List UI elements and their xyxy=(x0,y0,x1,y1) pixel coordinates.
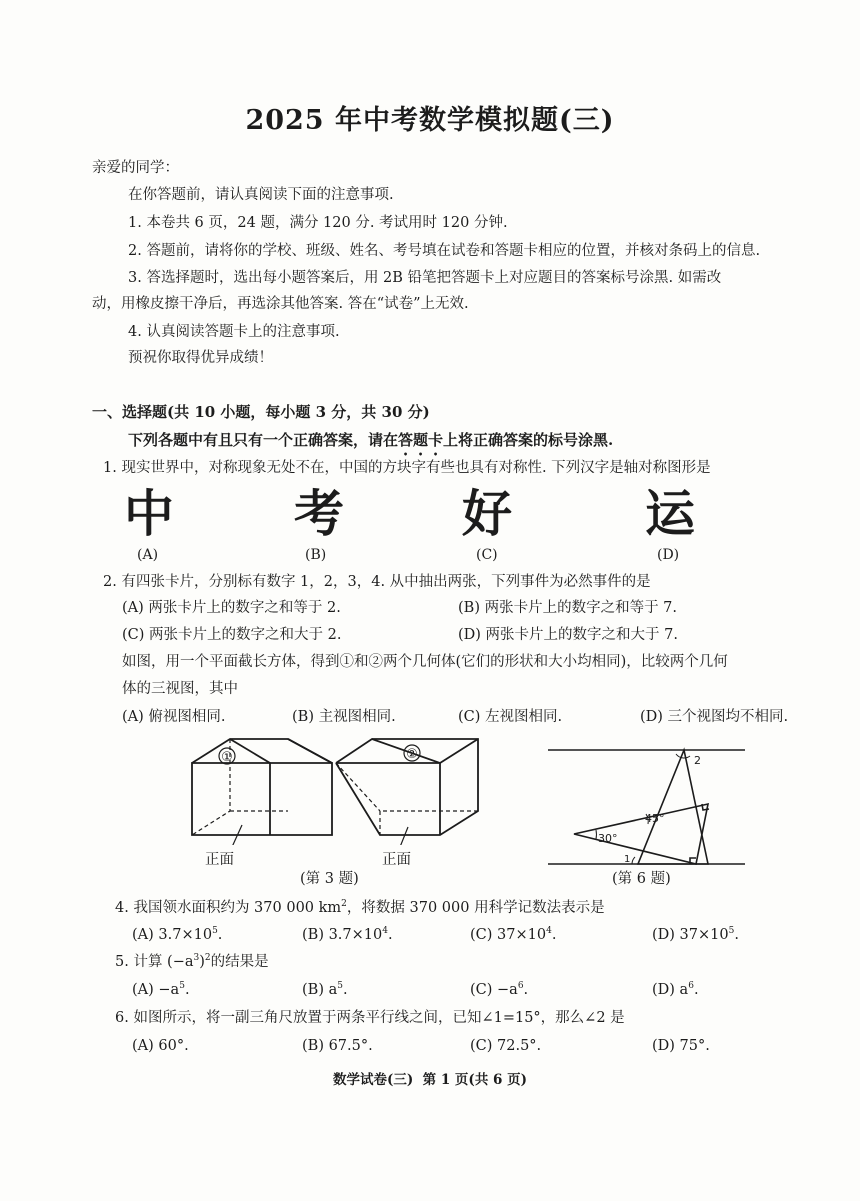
q6-option-d: (D) 75°. xyxy=(652,1038,710,1054)
q4-a-sup: 5 xyxy=(212,926,218,936)
q4-b-text: (B) 3.7×10 xyxy=(302,927,383,943)
instruction-post: 上将正确答案的标号涂黑. xyxy=(443,431,614,449)
angle-1-arc xyxy=(632,857,635,864)
q3-solid-figure-1 xyxy=(180,735,340,845)
q5-c-sup: 6 xyxy=(517,981,524,991)
notice-item: 动，用橡皮擦干净后，再选涂其他答案. 答在“试卷”上无效. xyxy=(92,296,469,312)
q4-b-end: . xyxy=(387,927,393,943)
figure-6-caption: (第 6 题) xyxy=(612,871,671,887)
q4-c-sup: 4 xyxy=(546,926,552,936)
angle-1-label: 1 xyxy=(624,854,631,865)
q5-a-end: . xyxy=(184,982,190,998)
q5-option-c xyxy=(470,980,528,1000)
q5-a-sup: 5 xyxy=(179,981,185,991)
q3-option-b: (B) 主视图相同. xyxy=(292,709,396,725)
q5-d-text: (D) a xyxy=(652,982,689,998)
q4-a-end: . xyxy=(217,927,223,943)
notice-intro: 在你答题前，请认真阅读下面的注意事项. xyxy=(128,187,394,203)
q6-option-b: (B) 67.5°. xyxy=(302,1038,373,1054)
q4-option-a xyxy=(132,925,222,945)
exam-title: 2025 年中考数学模拟题(三) xyxy=(245,105,615,136)
q5-stem-sup2: 2 xyxy=(204,953,211,963)
q4-c-end: . xyxy=(551,927,557,943)
q3-option-c: (C) 左视图相同. xyxy=(458,709,563,725)
angle-45-label: 45° xyxy=(645,812,665,825)
notice-item: 1. 本卷共 6 页，24 题，满分 120 分. 考试用时 120 分钟. xyxy=(128,215,508,231)
q5-stem-mid: ) xyxy=(199,954,205,970)
q4-option-d xyxy=(652,925,739,945)
q5-stem xyxy=(115,952,269,972)
q5-c-end: . xyxy=(523,982,529,998)
q4-b-sup: 4 xyxy=(382,926,388,936)
notice-wish: 预祝你取得优异成绩！ xyxy=(128,350,273,366)
figure-3-caption: (第 3 题) xyxy=(300,871,359,887)
q6-option-a: (A) 60°. xyxy=(132,1038,189,1054)
q2-stem: 2. 有四张卡片，分别标有数字 1，2，3，4. 从中抽出两张，下列事件为必然事件的是 xyxy=(103,574,651,590)
q5-stem-sup1: 3 xyxy=(193,953,200,963)
q4-stem xyxy=(115,898,605,918)
q2-option-b: (B) 两张卡片上的数字之和等于 7. xyxy=(458,600,678,616)
instruction-emph: 答题卡 xyxy=(398,431,444,449)
q3-option-d: (D) 三个视图均不相同. xyxy=(640,709,789,725)
angle-30-label: 30° xyxy=(598,832,618,845)
q4-d-sup: 5 xyxy=(728,926,735,936)
instruction-pre: 下列各题中有且只有一个正确答案，请在 xyxy=(128,431,399,449)
q5-d-sup: 6 xyxy=(688,981,694,991)
q5-b-end: . xyxy=(342,982,348,998)
notice-item: 4. 认真阅读答题卡上的注意事项. xyxy=(128,324,340,340)
q5-b-text: (B) a xyxy=(302,982,338,998)
q1-char-a: 中 xyxy=(124,485,174,543)
notice-item: 2. 答题前，请将你的学校、班级、姓名、考号填在试卷和答题卡相应的位置，并核对条码上的信息. xyxy=(128,243,761,259)
q1-label-b: (B) xyxy=(305,547,327,563)
angle-2-label: 2 xyxy=(694,754,701,767)
q2-option-c: (C) 两张卡片上的数字之和大于 2. xyxy=(122,627,342,643)
q1-char-c: 好 xyxy=(462,485,512,543)
q4-stem-sup: 2 xyxy=(341,899,347,909)
q5-a-text: (A) −a xyxy=(132,982,180,998)
q1-label-c: (C) xyxy=(476,547,498,563)
q4-option-b xyxy=(302,925,393,945)
q4-option-c xyxy=(470,925,556,945)
q4-d-end: . xyxy=(734,927,739,943)
front-label-1: 正面 xyxy=(205,852,234,868)
q5-b-sup: 5 xyxy=(337,981,343,991)
front-label-2: 正面 xyxy=(382,852,411,868)
front-arrow-2 xyxy=(400,827,408,845)
q5-option-a xyxy=(132,980,190,1000)
section-instruction xyxy=(128,430,613,459)
q1-label-a: (A) xyxy=(137,547,159,563)
q5-c-text: (C) −a xyxy=(470,982,518,998)
notice-item: 3. 答选择题时，选出每小题答案后，用 2B 铅笔把答题卡上对应题目的答案标号涂黑. 如需改 xyxy=(128,270,722,286)
q1-label-d: (D) xyxy=(657,547,680,563)
q3-option-a: (A) 俯视图相同. xyxy=(122,709,226,725)
q4-a-text: (A) 3.7×10 xyxy=(132,927,213,943)
figure-2-mark: ② xyxy=(406,747,418,762)
q4-stem-text: 4. 我国领水面积约为 370 000 km xyxy=(115,900,342,916)
q5-stem-text-2: 的结果是 xyxy=(210,954,269,970)
section-heading: 一、选择题(共 10 小题，每小题 3 分，共 30 分) xyxy=(92,403,430,421)
q2-option-a: (A) 两张卡片上的数字之和等于 2. xyxy=(122,600,341,616)
q5-option-d xyxy=(652,980,699,1000)
figure-1-mark: ① xyxy=(221,750,233,765)
q4-stem-text-2: ，将数据 370 000 用科学记数法表示是 xyxy=(346,900,605,916)
q6-stem: 6. 如图所示，将一副三角尺放置于两条平行线之间，已知∠1=15°，那么∠2 是 xyxy=(115,1010,625,1026)
q1-char-b: 考 xyxy=(294,485,344,543)
q5-d-end: . xyxy=(693,982,699,998)
notice-greeting: 亲爱的同学： xyxy=(92,160,179,176)
q1-char-d: 运 xyxy=(645,485,695,543)
q4-d-text: (D) 37×10 xyxy=(652,927,729,943)
page-footer: 数学试卷(三) 第 1 页(共 6 页) xyxy=(332,1072,528,1088)
q3-stem-line1: 如图，用一个平面截长方体，得到①和②两个几何体(它们的形状和大小均相同)，比较两个几何 xyxy=(122,654,728,670)
q3-stem-line2: 体的三视图，其中 xyxy=(122,681,238,697)
q6-option-c: (C) 72.5°. xyxy=(470,1038,542,1054)
q1-stem: 1. 现实世界中，对称现象无处不在，中国的方块字有些也具有对称性. 下列汉字是轴对称图形是 xyxy=(103,460,711,476)
q6-triangle-figure xyxy=(540,740,755,870)
q5-stem-text: 5. 计算 (−a xyxy=(115,954,194,970)
q3-solid-figure-2 xyxy=(330,735,490,845)
q2-option-d: (D) 两张卡片上的数字之和大于 7. xyxy=(458,627,678,643)
q5-option-b xyxy=(302,980,348,1000)
q4-c-text: (C) 37×10 xyxy=(470,927,547,943)
